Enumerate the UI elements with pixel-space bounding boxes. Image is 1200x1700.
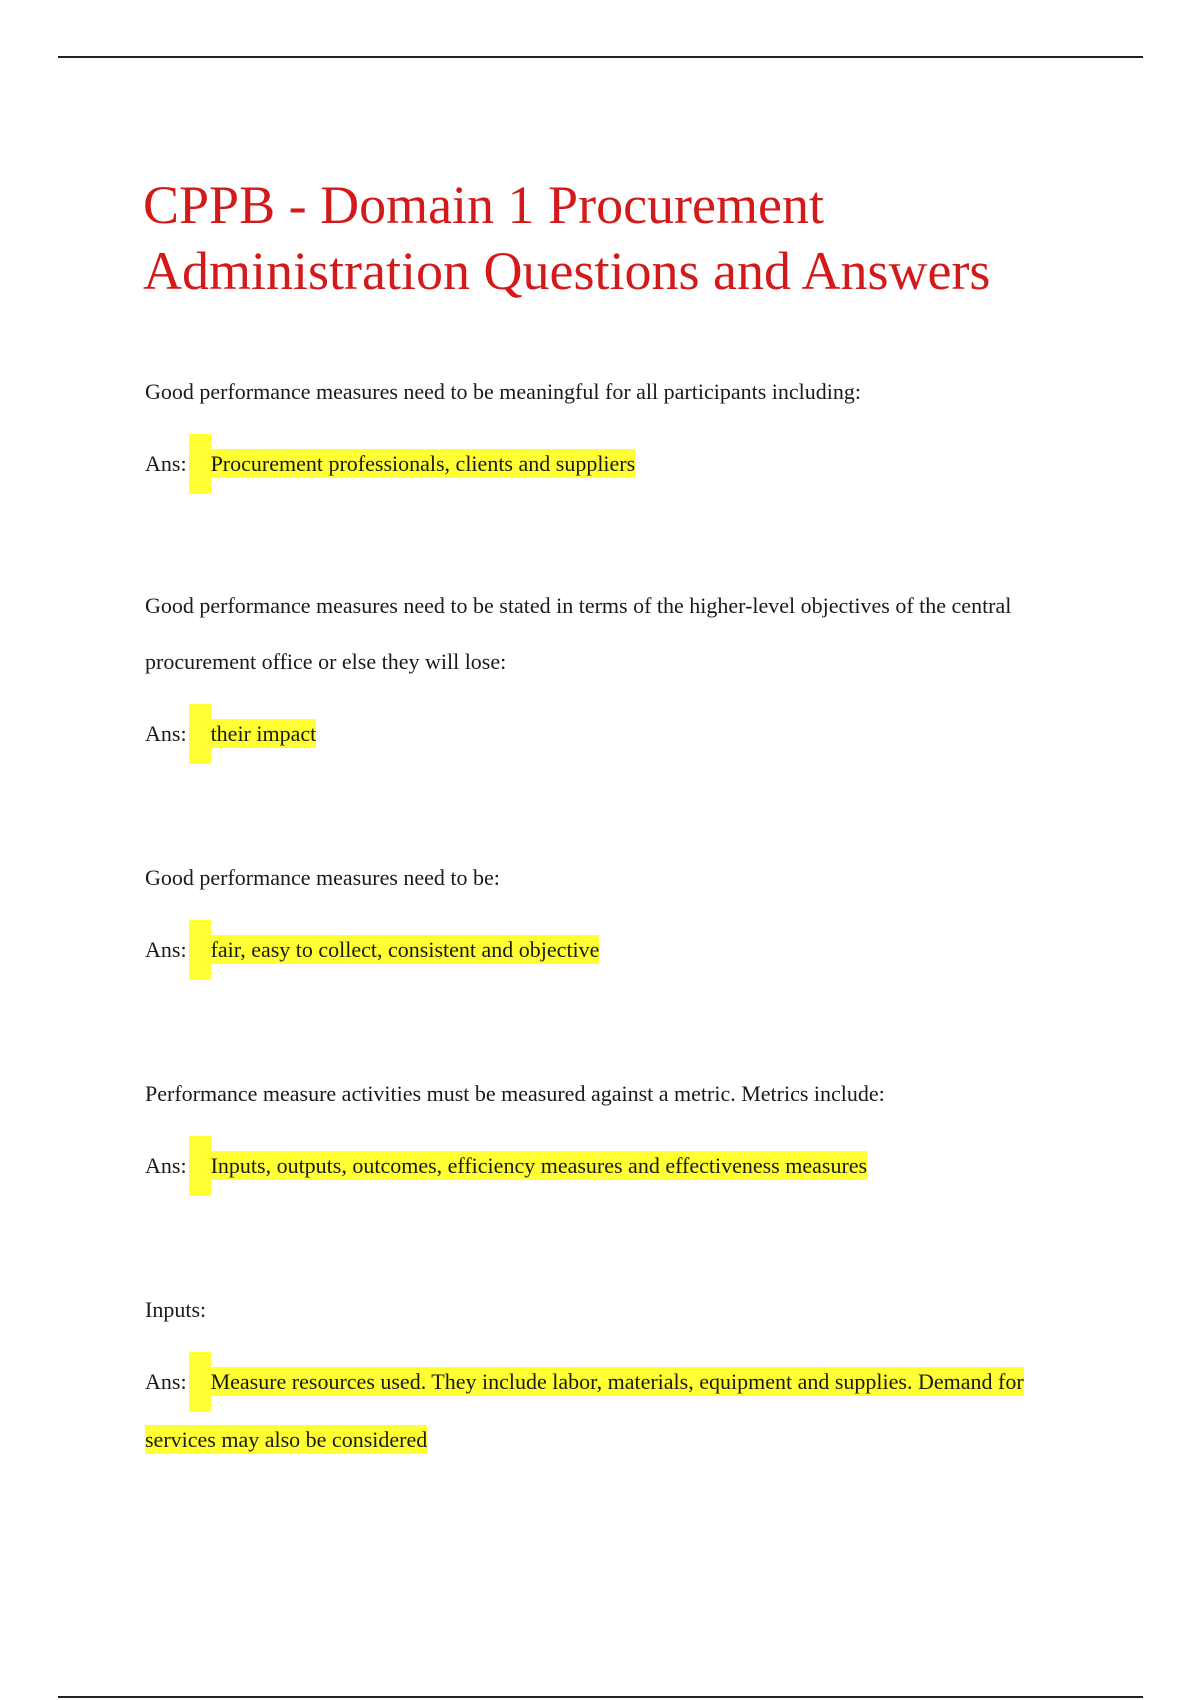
answer-label: Ans: [145, 937, 187, 962]
question-text: Good performance measures need to be stated in terms of the higher-level objectives of the central procurement office or else they will lose: [145, 593, 1012, 674]
qa-item [145, 850, 1065, 980]
highlight-gap [189, 1136, 211, 1196]
answer-text: fair, easy to collect, consistent and objective [210, 937, 600, 962]
answer-text: Measure resources used. They include labor, materials, equipment and supplies. Demand for services may also be considered [145, 1369, 1024, 1452]
qa-item [145, 364, 1065, 494]
answer-label: Ans: [145, 1153, 187, 1178]
answer-line [145, 1136, 1065, 1196]
question-text: Performance measure activities must be measured against a metric. Metrics include: [145, 1081, 885, 1106]
answer-line [145, 920, 1065, 980]
qa-item [145, 1066, 1065, 1196]
question-text: Good performance measures need to be: [145, 865, 500, 890]
answer-label: Ans: [145, 721, 187, 746]
highlight-gap [189, 920, 211, 980]
footer-rule [58, 1696, 1143, 1698]
question-text: Inputs: [145, 1297, 207, 1322]
header-rule [58, 56, 1143, 58]
document-title: CPPB - Domain 1 Procurement Administration Questions and Answers [143, 175, 991, 301]
answer-label: Ans: [145, 1369, 187, 1394]
answer-line [145, 1352, 1065, 1468]
question-text: Good performance measures need to be meaningful for all participants including: [145, 379, 861, 404]
qa-item [145, 1282, 1065, 1468]
highlight-gap [189, 1352, 211, 1412]
answer-line [145, 704, 1065, 764]
answer-label: Ans: [145, 451, 187, 476]
answer-text: their impact [210, 721, 317, 746]
qa-item [145, 578, 1065, 764]
highlight-gap [189, 704, 211, 764]
answer-text: Procurement professionals, clients and suppliers [210, 451, 636, 476]
highlight-gap [189, 434, 211, 494]
answer-text: Inputs, outputs, outcomes, efficiency measures and effectiveness measures [210, 1153, 868, 1178]
answer-line [145, 434, 1065, 494]
